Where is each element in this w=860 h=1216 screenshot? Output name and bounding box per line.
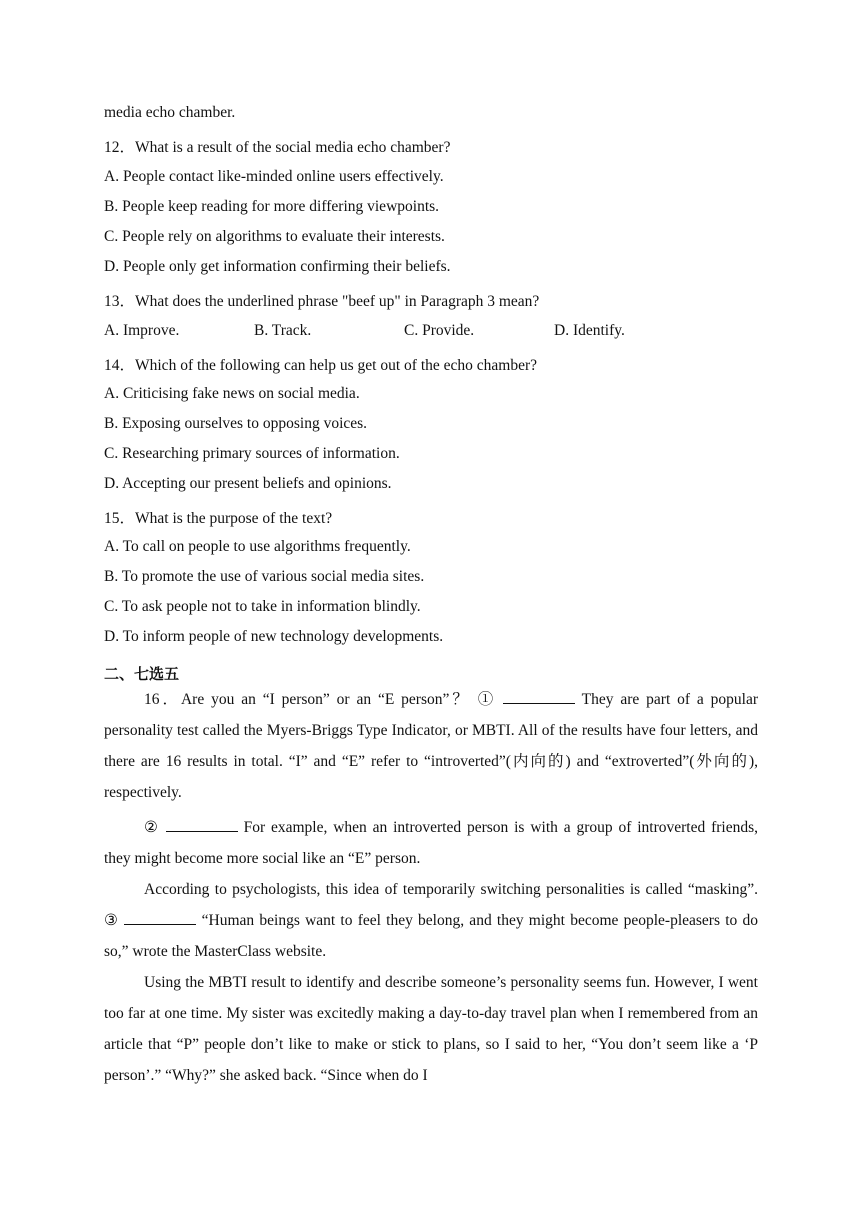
question-13: 13．What does the underlined phrase "beef up" in Paragraph 3 mean?: [104, 293, 540, 310]
option-14-a: A. Criticising fake news on social media.: [104, 385, 360, 402]
option-15-a: A. To call on people to use algorithms frequently.: [104, 538, 411, 555]
answer-blank-1[interactable]: [503, 689, 575, 704]
option-15-c: C. To ask people not to take in information blindly.: [104, 598, 421, 615]
section-heading: 二、七选五: [104, 665, 180, 683]
paragraph-2-rest: For example, when an introverted person is with a group of introverted friends, they might become more social like an “E” person.: [104, 819, 759, 867]
option-14-c: C. Researching primary sources of information.: [104, 445, 400, 462]
option-12-b: B. People keep reading for more differing viewpoints.: [104, 198, 440, 215]
answer-blank-3[interactable]: [124, 910, 196, 925]
paragraph-2: [104, 812, 758, 874]
question-15: 15．What is the purpose of the text?: [104, 510, 333, 527]
paragraph-1-start: 16．Are you an “I person” or an “E person”？ ①: [144, 691, 504, 708]
option-13-d: D. Identify.: [554, 322, 625, 339]
paragraph-4: Using the MBTI result to identify and describe someone’s personality seems fun. However, I went too far at one time. My sister was excitedly making a day-to-day travel plan when I remembered from an article that “P” people don’t like to make or stick to plans, so I said to her, “You don’t seem like a ‘P person’.” “Why?” she asked back. “Since when do I: [104, 974, 758, 1084]
paragraph-3-start: According to psychologists, this idea of temporarily switching personalities is called “masking”. ③: [104, 881, 758, 929]
passage-body: [104, 684, 758, 1091]
option-15-d: D. To inform people of new technology developments.: [104, 628, 444, 645]
option-12-c: C. People rely on algorithms to evaluate their interests.: [104, 228, 445, 245]
option-12-d: D. People only get information confirming their beliefs.: [104, 258, 451, 275]
option-13-b: B. Track.: [254, 322, 312, 339]
passage-tail: media echo chamber.: [104, 104, 236, 121]
option-13-a: A. Improve.: [104, 322, 180, 339]
question-12: 12．What is a result of the social media echo chamber?: [104, 139, 451, 156]
option-14-d: D. Accepting our present beliefs and opinions.: [104, 475, 392, 492]
answer-blank-2[interactable]: [166, 817, 238, 832]
option-13-c: C. Provide.: [404, 322, 475, 339]
option-14-b: B. Exposing ourselves to opposing voices.: [104, 415, 368, 432]
paragraph-3-rest: “Human beings want to feel they belong, and they might become people-pleasers to do so,” wrote the MasterClass website.: [104, 912, 758, 960]
paragraph-2-start: ②: [144, 819, 166, 836]
paragraph-1-rest: They are part of a popular personality test called the Myers-Briggs Type Indicator, or MBTI. All of the results have four letters, and there are 16 results in total. “I” and “E” refer to “introverted”(内向的) and “extroverted”(外向的), respectively.: [104, 691, 758, 801]
question-14: 14．Which of the following can help us get out of the echo chamber?: [104, 357, 538, 374]
option-12-a: A. People contact like-minded online users effectively.: [104, 168, 444, 185]
option-15-b: B. To promote the use of various social media sites.: [104, 568, 425, 585]
paragraph-3: [104, 874, 758, 967]
paragraph-1: [104, 684, 758, 808]
